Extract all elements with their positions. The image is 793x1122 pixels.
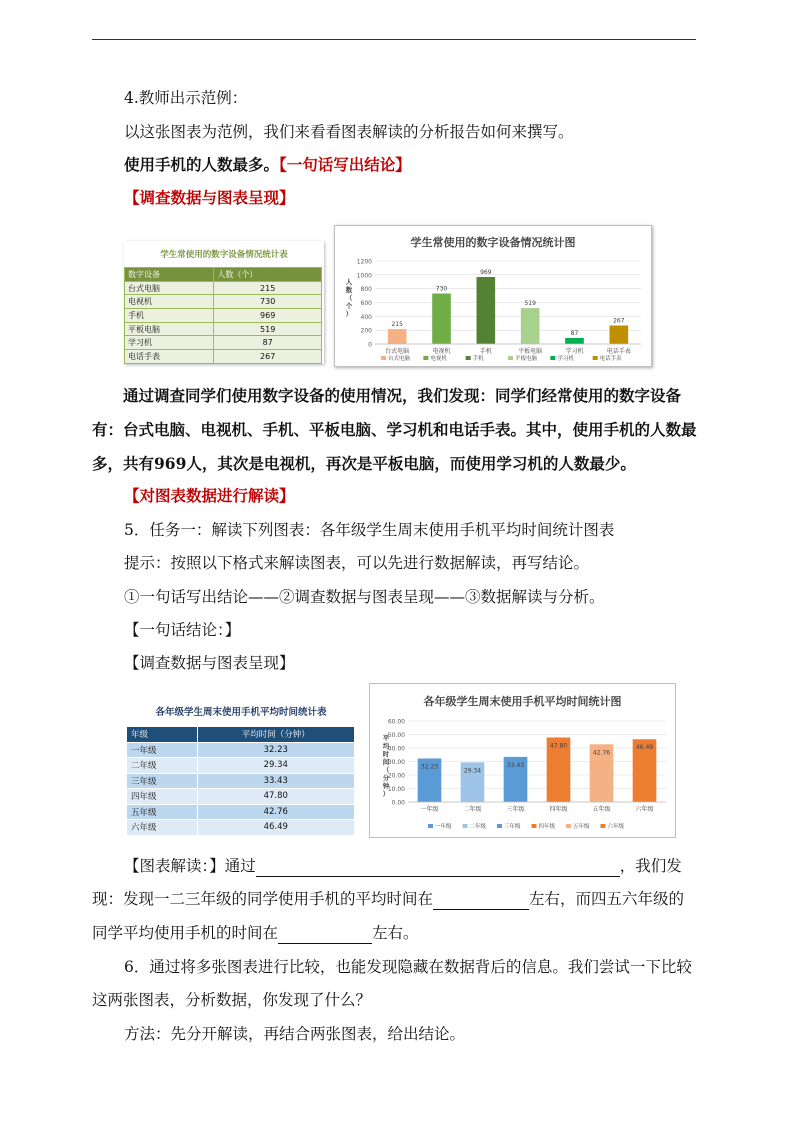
legend-label: 学习机 [557,356,574,362]
y-axis-label-char: 个 [345,302,353,310]
table-header-cell: 年级 [127,727,198,743]
device-table-title: 学生常使用的数字设备情况统计表 [160,250,288,260]
x-tick-label: 二年级 [463,806,482,813]
legend-label: 五年级 [573,824,590,830]
table-cell: 电话手表 [125,350,214,364]
legend-swatch [423,356,428,360]
table-row [125,281,322,295]
y-tick-label: 400 [360,313,372,321]
fill-text-f: 左右。 [372,924,419,942]
section4-intro: 以这张图表为范例，我们来看看图表解读的分析报告如何来撰写。 [124,123,574,141]
fill-text-a: 【图表解读：】通过 [124,857,256,875]
legend-label: 电话手表 [599,356,622,362]
y-tick-label: 1200 [356,258,372,266]
table-cell: 手机 [125,309,214,323]
data-label: 29.34 [463,767,482,775]
legend-label: 三年级 [504,824,521,830]
table-row [125,295,322,309]
legend-swatch [381,356,386,360]
data-label: 87 [570,329,579,337]
data-label: 32.23 [420,763,439,771]
grade-table [126,726,355,836]
y-tick-label: 0.00 [391,799,405,807]
y-axis-label-char: （ [345,294,353,302]
y-tick-label: 200 [360,327,372,335]
legend-label: 六年级 [607,824,625,830]
x-tick-label: 四年级 [549,806,568,813]
section4-analysis: 通过调查同学们使用数字设备的使用情况，我们发现：同学们经常使用的数字设备有：台式电脑、电视机、手机、平板电脑、学习机和电话手表。其中，使用手机的人数最多，共有969人，其次是电视机，再次是平板电脑，而使用学习机的人数最少。 [92,386,697,473]
data-presentation-label: 【调查数据与图表呈现】 [124,654,295,672]
table-header-cell: 人数（个） [214,268,322,282]
section6-line2: 这两张图表，分析数据，你发现了什么？ [92,991,372,1009]
table-cell: 台式电脑 [125,281,214,295]
x-tick-label: 电视机 [432,348,451,355]
table-cell: 969 [214,309,322,323]
y-tick-label: 20.00 [387,772,405,780]
fill-text-e: 同学平均使用手机的时间在 [92,924,279,942]
legend-label: 一年级 [435,824,452,830]
interpret-tag: 【对图表数据进行解读】 [124,486,295,505]
task1-text: 5．任务一：解读下列图表：各年级学生周末使用手机平均时间统计图表 [124,521,615,539]
section4-heading: 4.教师出示范例： [124,89,248,107]
table-header-cell: 平均时间（分钟） [197,727,354,743]
table-cell: 47.80 [197,789,354,805]
y-axis-label-char: 人 [345,278,353,286]
blank-1[interactable] [256,858,620,877]
legend-swatch [508,356,513,360]
y-axis-label-char: 时 [382,750,390,758]
x-tick-label: 三年级 [506,806,525,813]
legend-label: 二年级 [469,824,487,830]
table-row [125,322,322,336]
table-cell: 电视机 [125,295,214,309]
table-cell: 学习机 [125,336,214,350]
legend-swatch [593,356,598,360]
grade-chart [369,683,676,838]
bar [477,277,496,344]
y-axis-label-char: 平 [382,734,390,742]
y-axis-label-char: 间 [382,758,390,766]
data-label: 47.80 [549,742,568,750]
table-cell: 平板电脑 [125,322,214,336]
data-label: 215 [391,321,403,329]
table-cell: 267 [214,350,322,364]
table-row [125,350,322,364]
legend-swatch [550,356,555,360]
y-tick-label: 30.00 [387,759,405,766]
y-tick-label: 10.00 [387,786,405,793]
table-cell: 六年级 [127,820,198,836]
chart-title: 各年级学生周末使用手机平均时间统计图 [423,695,622,708]
x-tick-label: 电话手表 [606,348,631,355]
table-row [127,820,355,836]
legend-label: 四年级 [538,824,556,830]
table-cell: 三年级 [127,773,198,789]
bar [521,308,540,344]
legend-swatch [466,356,471,360]
one-line-conclusion-label: 【一句话结论：】 [124,621,241,639]
x-tick-label: 台式电脑 [385,348,410,355]
table-header-row [127,727,355,743]
grade-chart-svg [370,684,675,837]
table-cell: 46.49 [197,820,354,836]
legend-swatch [532,824,537,828]
data-label: 730 [435,285,448,293]
legend-label: 手机 [472,356,484,362]
device-table-card [124,241,324,364]
table-cell: 29.34 [197,758,354,774]
y-axis-label-char: ） [345,310,353,318]
fill-text-d: 左右，而四五六年级的 [529,890,685,908]
y-axis-label-char: （ [382,766,390,774]
y-tick-label: 40.00 [387,745,405,753]
y-axis-label-char: ） [382,790,390,798]
bar [610,326,629,344]
bar [388,329,407,344]
y-axis-label-char: 钟 [382,782,390,790]
x-tick-label: 手机 [479,348,492,355]
x-tick-label: 平板电脑 [518,348,543,355]
fill-line-2 [92,888,684,910]
table-row [127,758,355,774]
legend-swatch [566,824,571,828]
legend-label: 电视机 [430,356,447,362]
legend-swatch [601,824,606,828]
table-header-row [125,268,322,282]
fill-text-c: 现：发现一二三年级的同学使用手机的平均时间在 [92,890,434,908]
y-tick-label: 0 [368,341,372,349]
y-tick-label: 600 [360,300,372,307]
table-cell: 33.43 [197,773,354,789]
section6-line1: 6．通过将多张图表进行比较，也能发现隐藏在数据背后的信息。我们尝试一下比较 [124,958,692,976]
table-cell: 42.76 [197,804,354,820]
bar [565,338,584,344]
device-chart [334,225,652,367]
table-row [125,309,322,323]
x-tick-label: 学习机 [565,348,584,355]
data-tag: 【调查数据与图表呈现】 [124,188,295,207]
table-cell: 730 [214,295,322,309]
table-row [127,742,355,758]
legend-swatch [497,824,502,828]
section6-method: 方法：先分开解读，再结合两张图表，给出结论。 [124,1025,466,1043]
table-cell: 519 [214,322,322,336]
table-cell: 32.23 [197,742,354,758]
grade-table-card [126,694,356,839]
header-rule [92,39,696,40]
table-cell: 一年级 [127,742,198,758]
y-tick-label: 1000 [356,272,372,280]
x-tick-label: 五年级 [592,806,611,813]
blank-2[interactable] [433,891,529,910]
blank-3[interactable] [278,925,372,944]
table-row [127,773,355,789]
data-label: 267 [613,317,625,325]
data-label: 42.76 [592,749,611,757]
y-tick-label: 800 [360,286,372,294]
chart-title: 学生常使用的数字设备情况统计图 [410,236,576,249]
y-axis-label-char: 数 [345,286,353,294]
table-row [127,789,355,805]
data-label: 519 [524,300,536,308]
table-cell: 四年级 [127,789,198,805]
device-chart-svg [335,226,651,366]
y-tick-label: 60.00 [387,718,405,726]
x-tick-label: 六年级 [635,806,654,813]
task1-hint: 提示：按照以下格式来解读图表，可以先进行数据解读，再写结论。 [124,554,590,572]
section4-conclusion-line [124,154,411,176]
data-label: 46.49 [635,744,654,752]
bar [432,294,451,344]
table-cell: 五年级 [127,804,198,820]
conclusion-text: 使用手机的人数最多。 [124,155,280,174]
legend-label: 平板电脑 [515,356,538,362]
conclusion-tag: 【一句话写出结论】 [279,155,411,174]
table-cell: 215 [214,281,322,295]
data-label: 33.43 [506,761,525,769]
legend-label: 台式电脑 [388,356,411,362]
table-header-cell: 数字设备 [125,268,214,282]
table-row [127,804,355,820]
table-cell: 二年级 [127,758,198,774]
data-label: 969 [480,268,492,276]
fill-line-3 [92,922,419,944]
table-cell: 87 [214,336,322,350]
x-tick-label: 一年级 [420,806,439,813]
task1-steps: ①一句话写出结论——②调查数据与图表呈现——③数据解读与分析。 [124,588,605,606]
y-axis-label-char: 均 [382,742,390,750]
legend-swatch [463,824,468,828]
device-table [124,267,322,364]
y-tick-label: 50.00 [387,732,405,739]
fill-text-b: ，我们发 [619,857,682,875]
grade-table-title: 各年级学生周末使用手机平均时间统计表 [155,707,327,718]
table-row [125,336,322,350]
y-axis-label-char: 分 [382,774,390,782]
fill-line-1 [124,855,682,877]
legend-swatch [428,824,433,828]
